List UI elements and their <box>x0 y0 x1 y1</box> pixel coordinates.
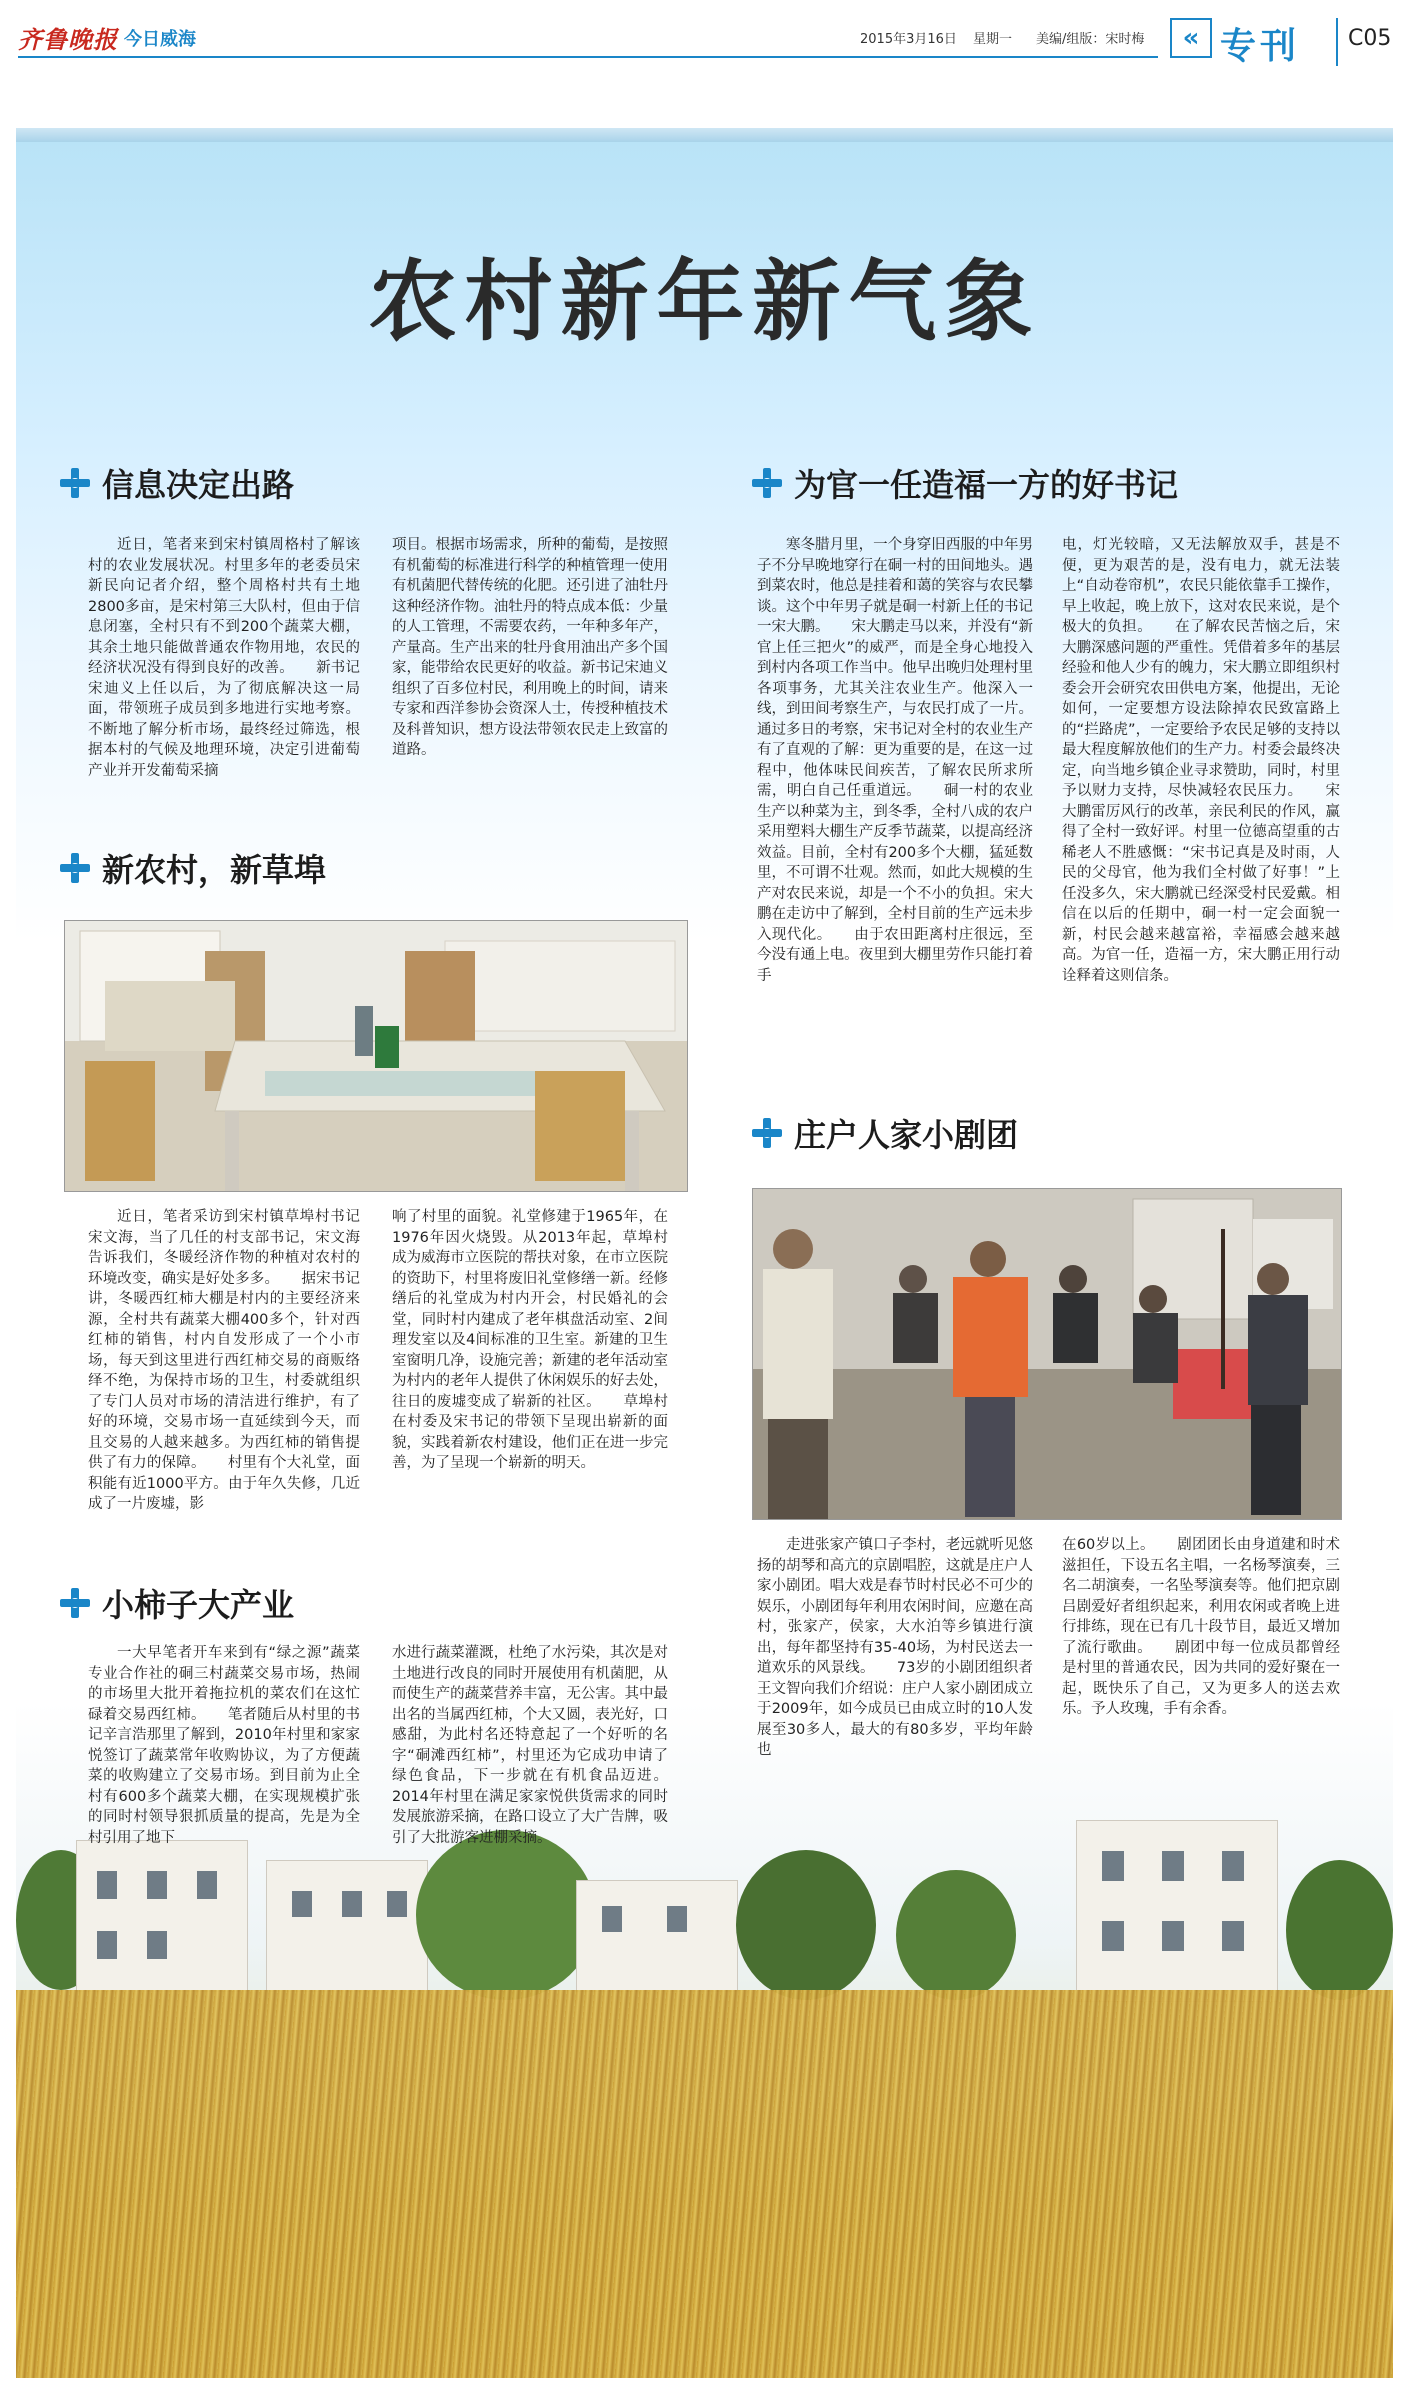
section-header-4 <box>752 460 1178 506</box>
article-column <box>88 1207 360 1515</box>
section-title: 庄户人家小剧团 <box>794 1116 1019 1154</box>
section-header-3 <box>60 1580 294 1626</box>
editor-credit: 美编/组版：宋时梅 <box>1036 32 1145 47</box>
troupe-illustration <box>753 1189 1341 1519</box>
chevron-left-icon: « <box>1170 18 1212 58</box>
article-text: 走进张家产镇口子李村，老远就听见悠扬的胡琴和高亢的京剧唱腔，这就是庄户人家小剧团。唱大戏是春节时村民必不可少的娱乐，小剧团每年利用农闲时间，应邀在高村，张家产，侯家，大水泊等乡镇进行演出，每年都坚持有35-40场，为村民送去一道欢乐的风景线。 73岁的小剧团组织者王文智向我们介绍说：庄户人家小剧团成立于2009年，如今成员已由成立时的10人发展至30多人，最大的有80多岁，平均年龄也 <box>757 1537 1033 1758</box>
opera-troupe-photo <box>752 1188 1342 1520</box>
article-text: 一大早笔者开车来到有“绿之源”蔬菜专业合作社的硐三村蔬菜交易市场，热闹的市场里大批开着拖拉机的菜农们在这忙碌着交易西红柿。 笔者随后从村里的书记辛言浩那里了解到，2010年村里和家家悦签订了蔬菜常年收购协议，为了方便蔬菜的收购建立了交易市场。到目前为止全村有600多个蔬菜大棚，在实现规模扩张的同时村领导狠抓质量的提高，先是为全村引用了地下 <box>88 1645 360 1846</box>
article-column <box>1062 1535 1340 1720</box>
section-title: 新农村，新草埠 <box>102 851 327 889</box>
classroom-photo <box>64 920 688 1192</box>
header-divider <box>1336 18 1338 66</box>
article-text: 水进行蔬菜灌溉，杜绝了水污染，其次是对土地进行改良的同时开展使用有机菌肥，从而使生产的蔬菜营养丰富，无公害。其中最出名的当属西红柿，个大又圆，表光好，口感甜，为此村名还特意起了一个好听的名字“硐滩西红柿”，村里还为它成功申请了绿色食品，下一步就在有机食品迈进。2014年村里在满足家家悦供货需求的同时发展旅游采摘，在路口设立了大广告牌，吸引了大批游客进棚采摘。 <box>392 1645 668 1846</box>
column-name: 专刊 <box>1220 26 1301 67</box>
article-text: 近日，笔者来到宋村镇周格村了解该村的农业发展状况。村里多年的老委员宋新民向记者介绍，整个周格村共有土地2800多亩，是宋村第三大队村，但由于信息闭塞，全村只有不到200个蔬菜大棚，其余土地只能做普通农作物用地，农民的经济状况没有得到良好的改善。 新书记宋迪义上任以后，为了彻底解决这一局面，带领班子成员到多地进行实地考察。不断地了解分析市场，最终经过筛选，根据本村的气候及地理环境，决定引进葡萄产业并开发葡萄采摘 <box>88 537 360 779</box>
article-text: 项目。根据市场需求，所种的葡萄，是按照有机葡萄的标准进行科学的种植管理一使用有机菌肥代替传统的化肥。还引进了油牡丹这种经济作物。油牡丹的特点成本低：少量的人工管理，不需要农药，一年种多年产，产量高。生产出来的牡丹食用油出产多个国家，能带给农民更好的收益。新书记宋迪义组织了百多位村民，利用晚上的时间，请来专家和西洋参协会资深人士，传授种植技术及科普知识，想方设法带领农民走上致富的道路。 <box>392 537 668 758</box>
article-text: 寒冬腊月里，一个身穿旧西服的中年男子不分早晚地穿行在硐一村的田间地头。遇到菜农时，他总是挂着和蔼的笑容与农民攀谈。这个中年男子就是硐一村新上任的书记一宋大鹏。 宋大鹏走马以来，并没有“新官上任三把火”的威严，而是全身心地投入到村内各项工作当中。他早出晚归处理村里各项事务，尤其关注农业生产。他深入一线，到田间考察生产，与农民打成了一片。通过多日的考察，宋书记对全村的农业生产有了直观的了解：更为重要的是，在这一过程中，他体味民间疾苦，了解农民所求所需，明白自己任重道远。 硐一村的农业生产以种菜为主，到冬季，全村八成的农户采用塑料大棚生产反季节蔬菜，以提高经济效益。目前，全村有200多个大棚，猛延数里，不可谓不壮观。然而，如此大规模的生产对农民来说，却是一个不小的负担。宋大鹏在走访中了解到，全村目前的生产远未步入现代化。 由于农田距离村庄很远，至今没有通上电。夜里到大棚里劳作只能打着手 <box>757 537 1033 984</box>
section-header-1 <box>60 460 294 506</box>
cross-bullet-icon <box>60 853 90 883</box>
classroom-illustration <box>65 921 687 1191</box>
article-column <box>1062 535 1340 986</box>
cross-bullet-icon <box>60 1588 90 1618</box>
rice-field <box>16 1990 1393 2378</box>
section-header-2 <box>60 845 326 891</box>
section-title: 小柿子大产业 <box>102 1586 295 1624</box>
edition-name: 今日威海 <box>124 29 196 50</box>
issue-date: 2015年3月16日 <box>860 32 957 47</box>
header-rule <box>18 56 1158 58</box>
cross-bullet-icon <box>752 1118 782 1148</box>
article-column <box>392 535 668 761</box>
cross-bullet-icon <box>752 468 782 498</box>
article-column <box>88 535 360 781</box>
article-text: 响了村里的面貌。礼堂修建于1965年，在1976年因火烧毁。从2013年起，草埠村成为威海市立医院的帮扶对象，在市立医院的资助下，村里将废旧礼堂修缮一新。经修缮后的礼堂成为村内开会，村民婚礼的会堂，同时村内建成了老年棋盘活动室、2间理发室以及4间标准的卫生室。新建的卫生室窗明几净，设施完善；新建的老年活动室为村内的老年人提供了休闲娱乐的好去处，往日的废墟变成了崭新的社区。 草埠村在村委及宋书记的带领下呈现出崭新的面貌，实践着新农村建设，他们正在进一步完善，为了呈现一个崭新的明天。 <box>392 1209 668 1471</box>
article-column <box>757 1535 1033 1761</box>
article-column <box>392 1207 668 1474</box>
top-stripe <box>16 128 1393 142</box>
cross-bullet-icon <box>60 468 90 498</box>
article-text: 近日，笔者采访到宋村镇草埠村书记宋文海，当了几任的村支部书记，宋文海告诉我们，冬暖经济作物的种植对农村的环境改变，确实是好处多多。 据宋书记讲，冬暖西红柿大棚是村内的主要经济来源，全村共有蔬菜大棚400多个，针对西红柿的销售，村内自发形成了一个小市场，每天到这里进行西红柿交易的商贩络绎不绝，为保持市场的卫生，村委就组织了专门人员对市场的清洁进行维护，有了好的环境，交易市场一直延续到今天，而且交易的人越来越多。为西红柿的销售提供了有力的保障。 村里有个大礼堂，面积能有近1000平方。由于年久失修，几近成了一片废墟，影 <box>88 1209 360 1512</box>
newspaper-logo: 齐鲁晚报 <box>18 25 118 54</box>
page-title: 农村新年新气象 <box>368 250 1041 353</box>
issue-weekday: 星期一 <box>973 32 1013 47</box>
section-header-5 <box>752 1110 1018 1156</box>
masthead <box>18 14 1393 66</box>
article-column <box>392 1643 668 1848</box>
article-text: 电，灯光较暗，又无法解放双手，甚是不便，更为艰苦的是，没有电力，就无法装上“自动卷帘机”，农民只能依靠手工操作，早上收起，晚上放下，这对农民来说，是个极大的负担。 在了解农民苦恼之后，宋大鹏深感问题的严重性。凭借着多年的基层经验和他人少有的魄力，宋大鹏立即组织村委会开会研究农田供电方案，他提出，无论如何，一定要想方设法除掉农民致富路上的“拦路虎”，一定要给予农民足够的支持以最大程度解放他们的生产力。村委会最终决定，向当地乡镇企业寻求赞助，同时，村里予以财力支持，尽快减轻农民压力。 宋大鹏雷厉风行的改革，亲民利民的作风，赢得了全村一致好评。村里一位德高望重的古稀老人不胜感慨：“宋书记真是及时雨，人民的父母官，他为我们全村做了好事！”上任没多久，宋大鹏就已经深受村民爱戴。相信在以后的任期中，硐一村一定会面貌一新，村民会越来越富裕，幸福感会越来越高。为官一任，造福一方，宋大鹏正用行动诠释着这则信条。 <box>1062 537 1340 984</box>
section-title: 信息决定出路 <box>102 466 295 504</box>
article-text: 在60岁以上。 剧团团长由身道建和时术滋担任，下设五名主唱，一名杨琴演奏，三名二胡演奏，一名坠琴演奏等。他们把京剧吕剧爱好者组织起来，利用农闲或者晚上进行排练，现在已有几十段节目，最近又增加了流行歌曲。 剧团中每一位成员都曾经是村里的普通农民，因为共同的爱好聚在一起，既快乐了自己，又为更多人的送去欢乐。予人玫瑰，手有余香。 <box>1062 1537 1340 1717</box>
article-column <box>88 1643 360 1848</box>
article-column <box>757 535 1033 986</box>
page-number: C05 <box>1348 26 1392 51</box>
section-title: 为官一任造福一方的好书记 <box>794 466 1179 504</box>
